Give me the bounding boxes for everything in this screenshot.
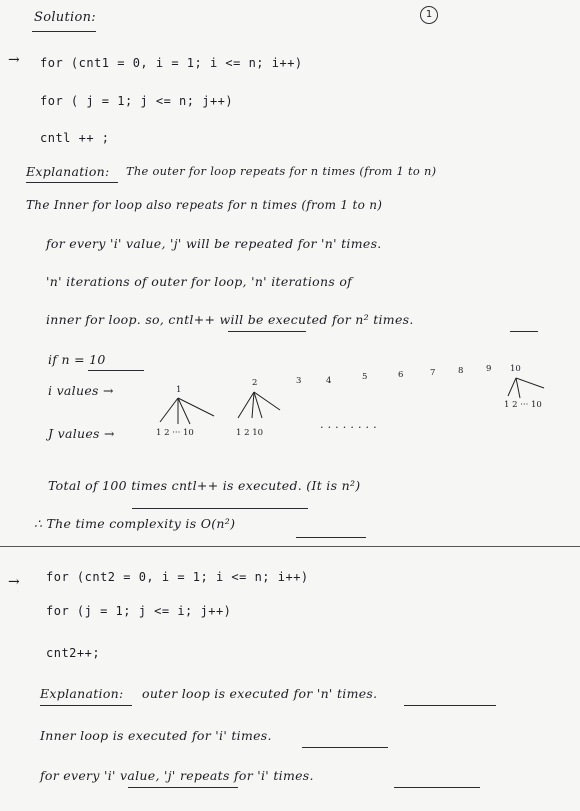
- explanation-label-2: Explanation:: [40, 686, 124, 701]
- i-tick-9: 9: [486, 364, 492, 374]
- total-underline: [132, 508, 308, 509]
- i-tick-10: 10: [510, 364, 521, 374]
- explanation-line-2b: Inner loop is executed for 'i' times.: [40, 728, 272, 743]
- i-values-label: i values →: [48, 383, 114, 398]
- continuation-dots: . . . . . . . .: [320, 418, 377, 431]
- j-values-label: J values →: [48, 426, 115, 441]
- section-divider: [0, 546, 580, 547]
- explanation-line-2a: outer loop is executed for 'n' times.: [142, 686, 378, 701]
- j-group-1: 1 2 ··· 10: [156, 428, 194, 438]
- j-group-2: 1 2 10: [236, 428, 264, 438]
- explanation-line-1b: The Inner for loop also repeats for n times (from 1 to n): [26, 198, 383, 212]
- outer-loop-code-2: for (cnt2 = 0, i = 1; i <= n; i++): [46, 570, 309, 584]
- n-times-underline: [404, 705, 496, 706]
- complexity-underline: [296, 537, 366, 538]
- i-tick-7: 7: [430, 368, 436, 378]
- statement-code-2: cnt2++;: [46, 646, 101, 660]
- i-value-underline: [128, 787, 238, 788]
- arrow-icon-2: →: [8, 574, 21, 590]
- explanation-line-2c: for every 'i' value, 'j' repeats for 'i' times.: [40, 768, 314, 783]
- i-times-underline-2: [394, 787, 480, 788]
- explanation-label-1: Explanation:: [26, 164, 110, 179]
- i-tick-5: 5: [362, 372, 368, 382]
- i-tick-3: 3: [296, 376, 302, 386]
- page-number: 1: [425, 9, 433, 20]
- inner-loop-code-1: for ( j = 1; j <= n; j++): [40, 94, 234, 108]
- explanation-line-1d: 'n' iterations of outer for loop, 'n' iterations of: [46, 274, 353, 289]
- explanation-line-1a: The outer for loop repeats for n times (from 1 to n): [126, 164, 437, 178]
- i-tick-4: 4: [326, 376, 332, 386]
- if-n-line: if n = 10: [48, 352, 106, 367]
- complexity-line: ∴ The time complexity is O(n²): [34, 516, 236, 531]
- inner-loop-code-2: for (j = 1; j <= i; j++): [46, 604, 232, 618]
- i-tick-8: 8: [458, 366, 464, 376]
- arrow-icon: →: [8, 52, 21, 68]
- i-tick-1: 1: [176, 385, 182, 395]
- explanation-underline-2: [40, 705, 132, 706]
- i-times-underline: [302, 747, 388, 748]
- i-tick-2: 2: [252, 378, 258, 388]
- explanation-line-1c: for every 'i' value, 'j' will be repeated for 'n' times.: [46, 236, 382, 251]
- total-line: Total of 100 times cntl++ is executed. (It is n²): [48, 478, 361, 493]
- i-tick-6: 6: [398, 370, 404, 380]
- statement-code-1: cntl ++ ;: [40, 131, 110, 145]
- explanation-line-1e: inner for loop. so, cntl++ will be executed for n² times.: [46, 312, 414, 327]
- outer-loop-code-1: for (cnt1 = 0, i = 1; i <= n; i++): [40, 56, 303, 70]
- j-group-10: 1 2 ··· 10: [504, 400, 542, 410]
- solution-heading: Solution:: [34, 10, 96, 25]
